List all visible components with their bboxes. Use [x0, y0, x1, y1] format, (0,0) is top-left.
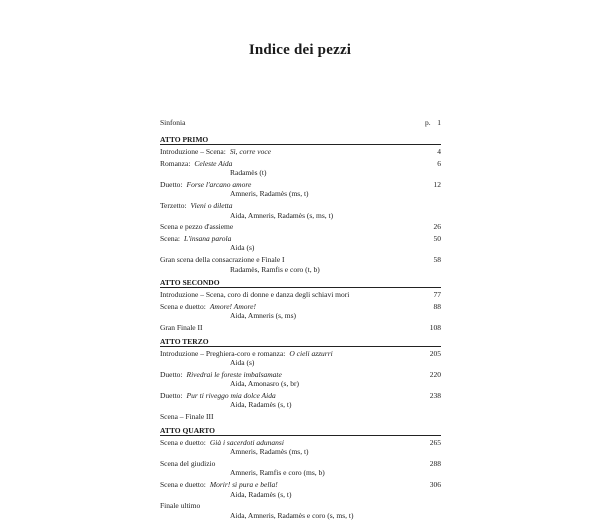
entry-line — [160, 180, 441, 190]
entry-incipit: O cieli azzurri — [289, 348, 333, 358]
toc-entry — [160, 201, 441, 220]
entry-incipit: Vieni o diletta — [190, 200, 233, 210]
entry-voices: Amneris, Ramfis e coro (ms, b) — [230, 468, 325, 478]
entry-voices: Radamès (t) — [230, 168, 267, 178]
toc-entry — [160, 391, 441, 410]
sinfonia-label: Sinfonia — [160, 118, 186, 127]
entry-label: Duetto: — [160, 390, 183, 400]
entry-page-number: 4 — [437, 147, 441, 156]
entry-label: Scena e duetto: — [160, 480, 206, 490]
act-title: ATTO QUARTO — [160, 425, 215, 435]
toc-entry — [160, 290, 441, 300]
entry-incipit: Rivedrai le foreste imbalsamate — [186, 369, 282, 379]
entry-label: Romanza: — [160, 158, 191, 168]
entry-line — [160, 222, 441, 232]
entry-voices: Aida, Amneris, Radamès (s, ms, t) — [230, 210, 334, 220]
page-title: Indice dei pezzi — [248, 42, 352, 58]
entry-label: Introduzione – Scena, coro di donne e danza degli schiavi mori — [160, 290, 350, 300]
act-divider — [160, 144, 441, 145]
entry-label: Scena: — [160, 233, 180, 243]
entry-incipit: Forse l'arcano amore — [186, 179, 252, 189]
entry-voices: Aida, Amneris (s, ms) — [230, 311, 297, 321]
entry-line — [160, 323, 441, 333]
entry-voices: Amneris, Radamès (ms, t) — [230, 447, 309, 457]
entry-voices: Amneris, Radamès (ms, t) — [230, 189, 309, 199]
entry-page-number: 12 — [433, 179, 441, 189]
sinfonia-entry — [160, 118, 441, 130]
entry-incipit: Amore! Amore! — [209, 301, 256, 311]
entry-incipit: Celeste Aida — [194, 158, 233, 168]
toc-entry — [160, 147, 441, 157]
entry-label: Duetto: — [160, 369, 183, 379]
entry-page-number: 288 — [429, 458, 441, 468]
page-abbrev: p. — [425, 118, 431, 127]
toc-entry — [160, 222, 441, 232]
entry-page-number: 108 — [429, 322, 441, 332]
act-title: ATTO PRIMO — [160, 135, 209, 144]
entry-label: Introduzione – Scena: — [160, 147, 226, 156]
toc-entry — [160, 501, 441, 520]
entry-voices: Radamès, Ramfis e coro (t, b) — [230, 264, 320, 274]
act-divider — [160, 287, 441, 288]
entry-line — [160, 412, 441, 422]
entry-page-number: 77 — [433, 290, 441, 300]
entry-page-number: 238 — [429, 390, 441, 400]
table-of-contents — [160, 135, 441, 522]
toc-entry — [160, 234, 441, 253]
entry-label: Scena del giudizio — [160, 458, 216, 468]
entry-line — [160, 302, 441, 312]
entry-line — [160, 147, 441, 157]
entry-voices: Aida, Radamès (s, t) — [230, 489, 292, 499]
entry-voices: Aida (s) — [230, 358, 255, 368]
toc-entry — [160, 438, 441, 457]
entry-line — [160, 159, 441, 169]
entry-incipit: L'insana parola — [184, 233, 232, 243]
entry-page-number: 58 — [433, 254, 441, 264]
entry-line — [160, 201, 441, 211]
entry-label: Scena e duetto: — [160, 437, 206, 447]
entry-label: Terzetto: — [160, 200, 187, 210]
toc-entry — [160, 480, 441, 499]
entry-line — [160, 349, 441, 359]
entry-incipit: Pur ti riveggo mia dolce Aida — [186, 390, 276, 400]
act-section — [160, 426, 441, 521]
entry-page-number: 26 — [433, 222, 441, 232]
entry-page-number: 6 — [437, 158, 441, 168]
entry-incipit: Morir! sì pura e bella! — [209, 480, 278, 490]
entry-page-number: 265 — [429, 437, 441, 447]
entry-page-number: 220 — [429, 369, 441, 379]
entry-line — [160, 438, 441, 448]
entry-page-number: 88 — [433, 301, 441, 311]
toc-entry — [160, 412, 441, 422]
toc-entry — [160, 255, 441, 274]
entry-page-number: 50 — [433, 233, 441, 243]
toc-entry — [160, 302, 441, 321]
entry-line — [160, 391, 441, 401]
entry-label: Duetto: — [160, 179, 183, 189]
toc-entry — [160, 459, 441, 478]
entry-incipit: Già i sacerdoti adunansi — [209, 437, 284, 447]
entry-label: Scena e pezzo d'assieme — [160, 222, 234, 232]
entry-label: Introduzione – Preghiera-coro e romanza: — [160, 348, 286, 358]
entry-line — [160, 459, 441, 469]
act-title: ATTO TERZO — [160, 336, 209, 346]
entry-voices: Aida, Amneris, Radamès e coro (s, ms, t) — [230, 510, 354, 520]
toc-entry — [160, 349, 441, 368]
entry-voices: Aida (s) — [230, 243, 255, 253]
entry-label: Scena e duetto: — [160, 301, 206, 311]
entry-line — [160, 480, 441, 490]
entry-voices: Aida, Amonasro (s, br) — [230, 379, 299, 389]
entry-incipit: Sì, corre voce — [229, 147, 271, 156]
entry-label: Finale ultimo — [160, 501, 201, 511]
act-section — [160, 337, 441, 422]
sinfonia-page: 1 — [437, 118, 441, 127]
entry-page-number: 205 — [429, 348, 441, 358]
entry-line — [160, 234, 441, 244]
toc-entry — [160, 159, 441, 178]
entry-line — [160, 255, 441, 265]
act-title: ATTO SECONDO — [160, 278, 220, 288]
entry-line — [160, 290, 441, 300]
entry-label: Gran scena della consacrazione e Finale I — [160, 254, 285, 264]
toc-entry — [160, 323, 441, 333]
entry-page-number: 306 — [429, 480, 441, 490]
act-section — [160, 278, 441, 332]
act-divider — [160, 435, 441, 436]
act-divider — [160, 346, 441, 347]
entry-line — [160, 501, 441, 511]
toc-entry — [160, 180, 441, 199]
act-section — [160, 135, 441, 274]
entry-label: Gran Finale II — [160, 322, 203, 332]
entry-label: Scena – Finale III — [160, 412, 214, 422]
entry-voices: Aida, Radamès (s, t) — [230, 400, 292, 410]
toc-entry — [160, 370, 441, 389]
entry-line — [160, 370, 441, 380]
